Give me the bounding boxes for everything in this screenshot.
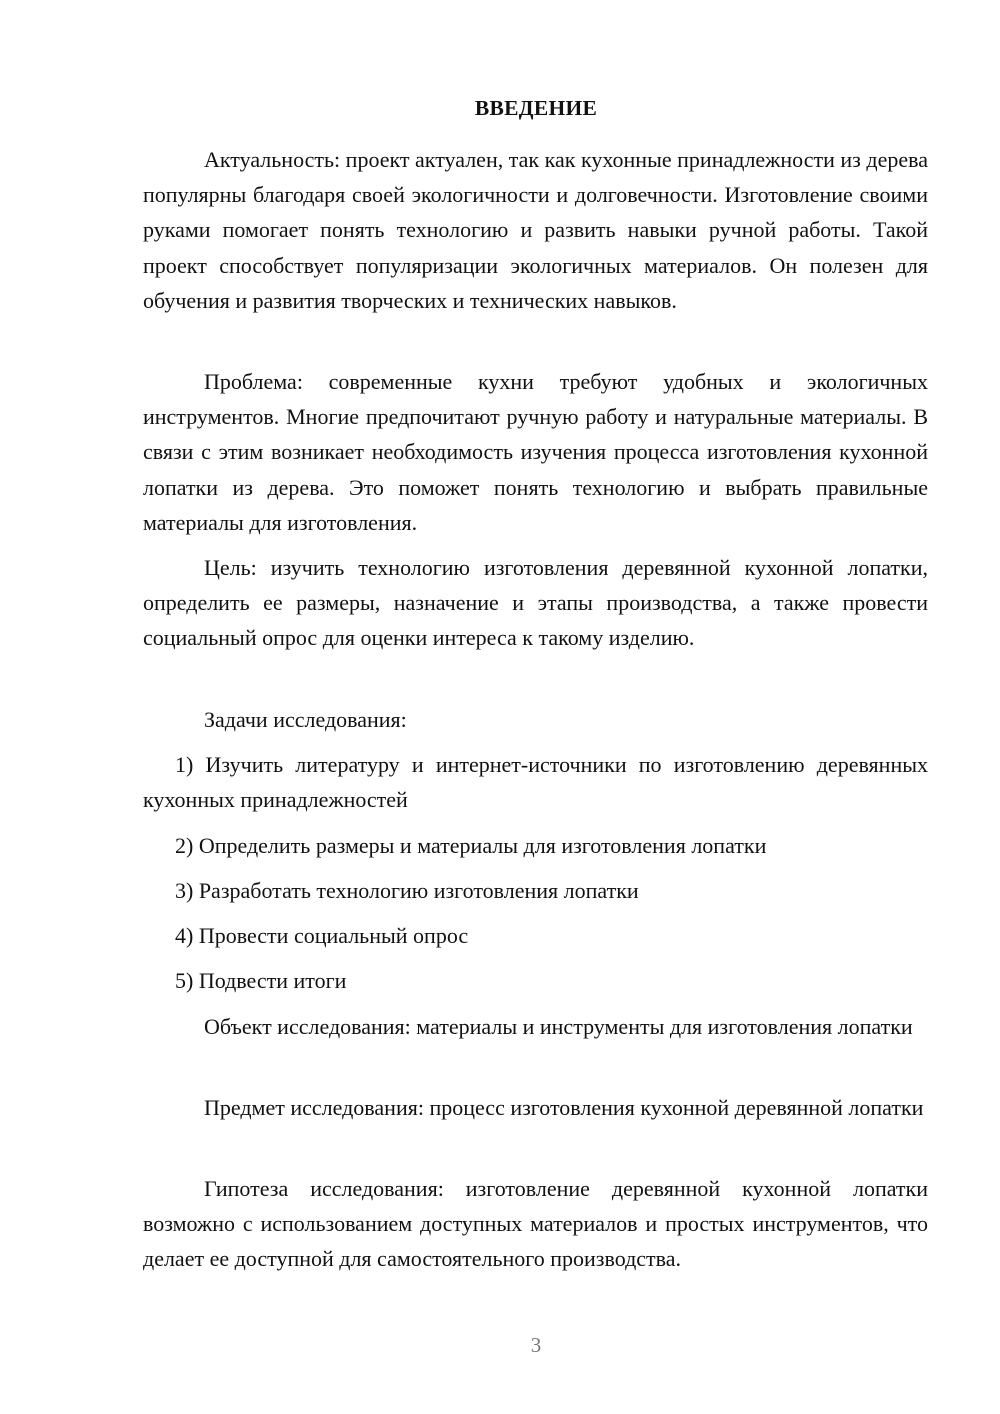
- task-item-3: 3) Разработать технологию изготовления лопатки: [175, 878, 639, 903]
- paragraph-object: Объект исследования: материалы и инструменты для изготовления лопатки: [204, 1014, 913, 1039]
- task-item-1: 1) Изучить литературу и интернет-источники по изготовлению деревянных кухонных принадлежностей: [143, 752, 928, 813]
- page-title: ВВЕДЕНИЕ: [474, 96, 598, 120]
- paragraph-hypothesis: Гипотеза исследования: изготовление деревянной кухонной лопатки возможно с использованием доступных материалов и простых инструментов, что делает ее доступной для самостоятельного производства.: [143, 1176, 928, 1272]
- paragraph-problem: Проблема: современные кухни требуют удобных и экологичных инструментов. Многие предпочитают ручную работу и натуральные материалы. В связи с этим возникает необходимость изучения процесса изготовления кухонной лопатки из дерева. Это поможет понять технологию и выбрать правильные материалы для изготовления.: [143, 369, 928, 535]
- task-item-2: 2) Определить размеры и материалы для изготовления лопатки: [175, 833, 767, 858]
- task-item-5: 5) Подвести итоги: [175, 968, 347, 993]
- page-number: 3: [530, 1333, 542, 1357]
- paragraph-goal: Цель: изучить технологию изготовления деревянной кухонной лопатки, определить ее размеры, назначение и этапы производства, а также провести социальный опрос для оценки интереса к такому изделию.: [143, 555, 928, 651]
- paragraph-relevance: Актуальность: проект актуален, так как кухонные принадлежности из дерева популярны благодаря своей экологичности и долговечности. Изготовление своими руками помогает понять технологию и развить навыки ручной работы. Такой проект способствует популяризации экологичных материалов. Он полезен для обучения и развития творческих и технических навыков.: [143, 147, 928, 313]
- task-item-4: 4) Провести социальный опрос: [175, 923, 469, 948]
- paragraph-subject: Предмет исследования: процесс изготовления кухонной деревянной лопатки: [204, 1095, 924, 1120]
- tasks-heading: Задачи исследования:: [204, 707, 407, 732]
